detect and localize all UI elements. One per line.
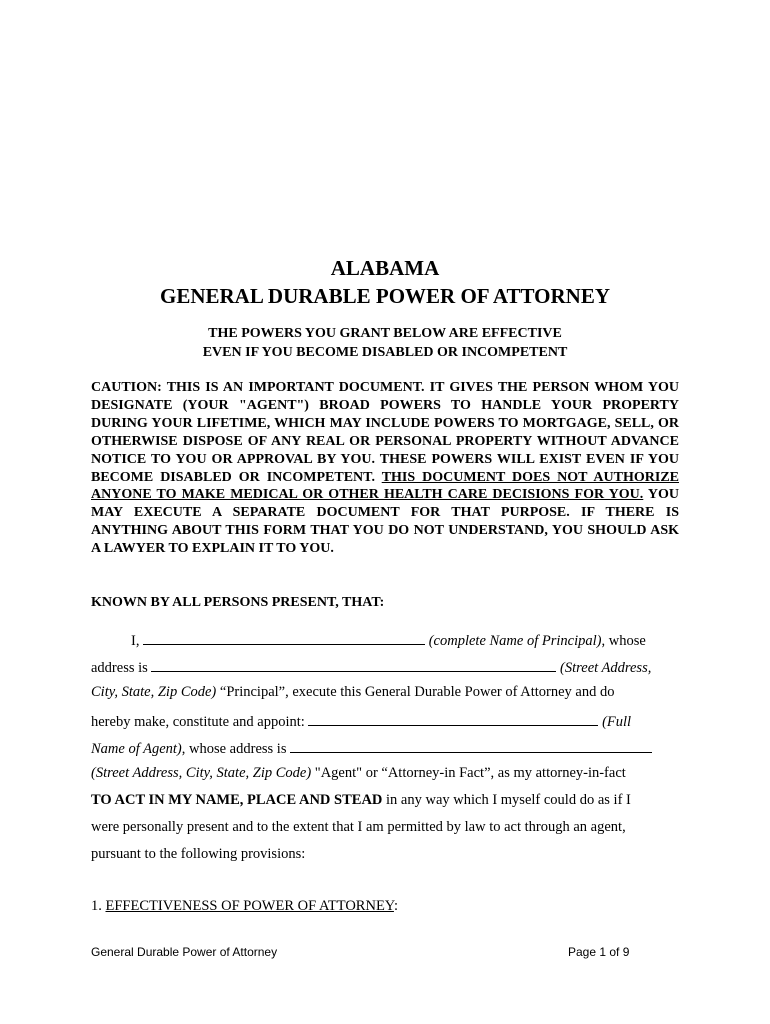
principal-name-hint: (complete Name of Principal)	[428, 633, 602, 649]
known-by-all-heading: KNOWN BY ALL PERSONS PRESENT, THAT:	[91, 595, 385, 610]
document-title: GENERAL DURABLE POWER OF ATTORNEY	[159, 284, 610, 308]
agent-address-line	[91, 738, 652, 758]
attorney-in-fact-text: "Agent" or “Attorney-in Fact”, as my attorney-in-fact	[311, 765, 626, 781]
section-1-heading	[91, 898, 398, 915]
principal-whose-text: , whose	[601, 633, 646, 649]
document-state-heading: ALABAMA	[330, 256, 440, 280]
caution-underlined-text: THIS DOCUMENT DOES NOT AUTHORIZE ANYONE TO MAKE MEDICAL OR OTHER HEALTH CARE DECISIONS FOR YOU.	[91, 469, 679, 503]
agent-name-field[interactable]	[308, 711, 598, 726]
footer-page-number: Page 1 of 9	[568, 945, 630, 959]
full-name-hint: (Full	[602, 714, 632, 730]
provisions-line: pursuant to the following provisions:	[91, 846, 306, 862]
name-of-agent-hint: Name of Agent)	[91, 741, 182, 757]
section-1-colon: :	[393, 898, 398, 914]
caution-paragraph	[91, 379, 679, 558]
effective-notice-line-2: EVEN IF YOU BECOME DISABLED OR INCOMPETENT	[202, 345, 568, 360]
as-if-i-text: in any way which I myself could do as if I	[382, 792, 631, 808]
appoint-text: hereby make, constitute and appoint:	[91, 714, 305, 730]
principal-execute-line	[91, 684, 614, 701]
personally-present-line: were personally present and to the extent that I am permitted by law to act through an agent,	[91, 819, 626, 835]
effective-notice-line-1: THE POWERS YOU GRANT BELOW ARE EFFECTIVE	[208, 326, 562, 341]
principal-name-line	[131, 630, 646, 650]
principal-intro-text: I,	[131, 633, 140, 649]
appoint-agent-line	[91, 711, 631, 731]
section-1-number: 1.	[91, 898, 102, 914]
principal-execute-text: “Principal”, execute this General Durable Power of Attorney and do	[216, 684, 615, 700]
act-in-my-name-text: TO ACT IN MY NAME, PLACE AND STEAD	[91, 792, 383, 808]
city-state-zip-hint: City, State, Zip Code)	[91, 684, 217, 700]
caution-text: CAUTION: THIS IS AN IMPORTANT DOCUMENT. IT GIVES THE PERSON WHOM YOU DESIGNATE (YOUR "AGENT") BROAD POWERS TO HANDLE YOUR PROPERTY DURING YOUR LIFETIME, WHICH MAY INCLUDE POWERS TO MORTGAGE, SELL, OR OTHERWISE DISPOSE OF ANY REAL OR PERSONAL PROPERTY WITHOUT ADVANCE NOTICE TO YOU OR APPROVAL BY YOU. THESE POWERS WILL EXIST EVEN IF YOU BECOME DISABLED OR INCOMPETENT.	[91, 380, 679, 485]
address-is-text: address is	[91, 660, 148, 676]
agent-street-address-hint: (Street Address, City, State, Zip Code)	[91, 765, 312, 781]
footer-document-name: General Durable Power of Attorney	[91, 945, 278, 959]
act-in-my-name-line	[91, 792, 631, 809]
section-1-title: EFFECTIVENESS OF POWER OF ATTORNEY	[105, 898, 394, 914]
attorney-in-fact-line	[91, 765, 626, 782]
agent-whose-address-text: , whose address is	[181, 741, 287, 757]
principal-address-field[interactable]	[151, 657, 556, 672]
principal-name-field[interactable]	[143, 630, 425, 645]
principal-address-line	[91, 657, 651, 677]
caution-text-after: YOU MAY EXECUTE A SEPARATE DOCUMENT FOR THAT PURPOSE. IF THERE IS ANYTHING ABOUT THIS FORM THAT YOU DO NOT UNDERSTAND, YOU SHOULD ASK A LAWYER TO EXPLAIN IT TO YOU.	[91, 487, 679, 557]
agent-address-field[interactable]	[290, 738, 652, 753]
street-address-hint: (Street Address,	[560, 660, 652, 676]
